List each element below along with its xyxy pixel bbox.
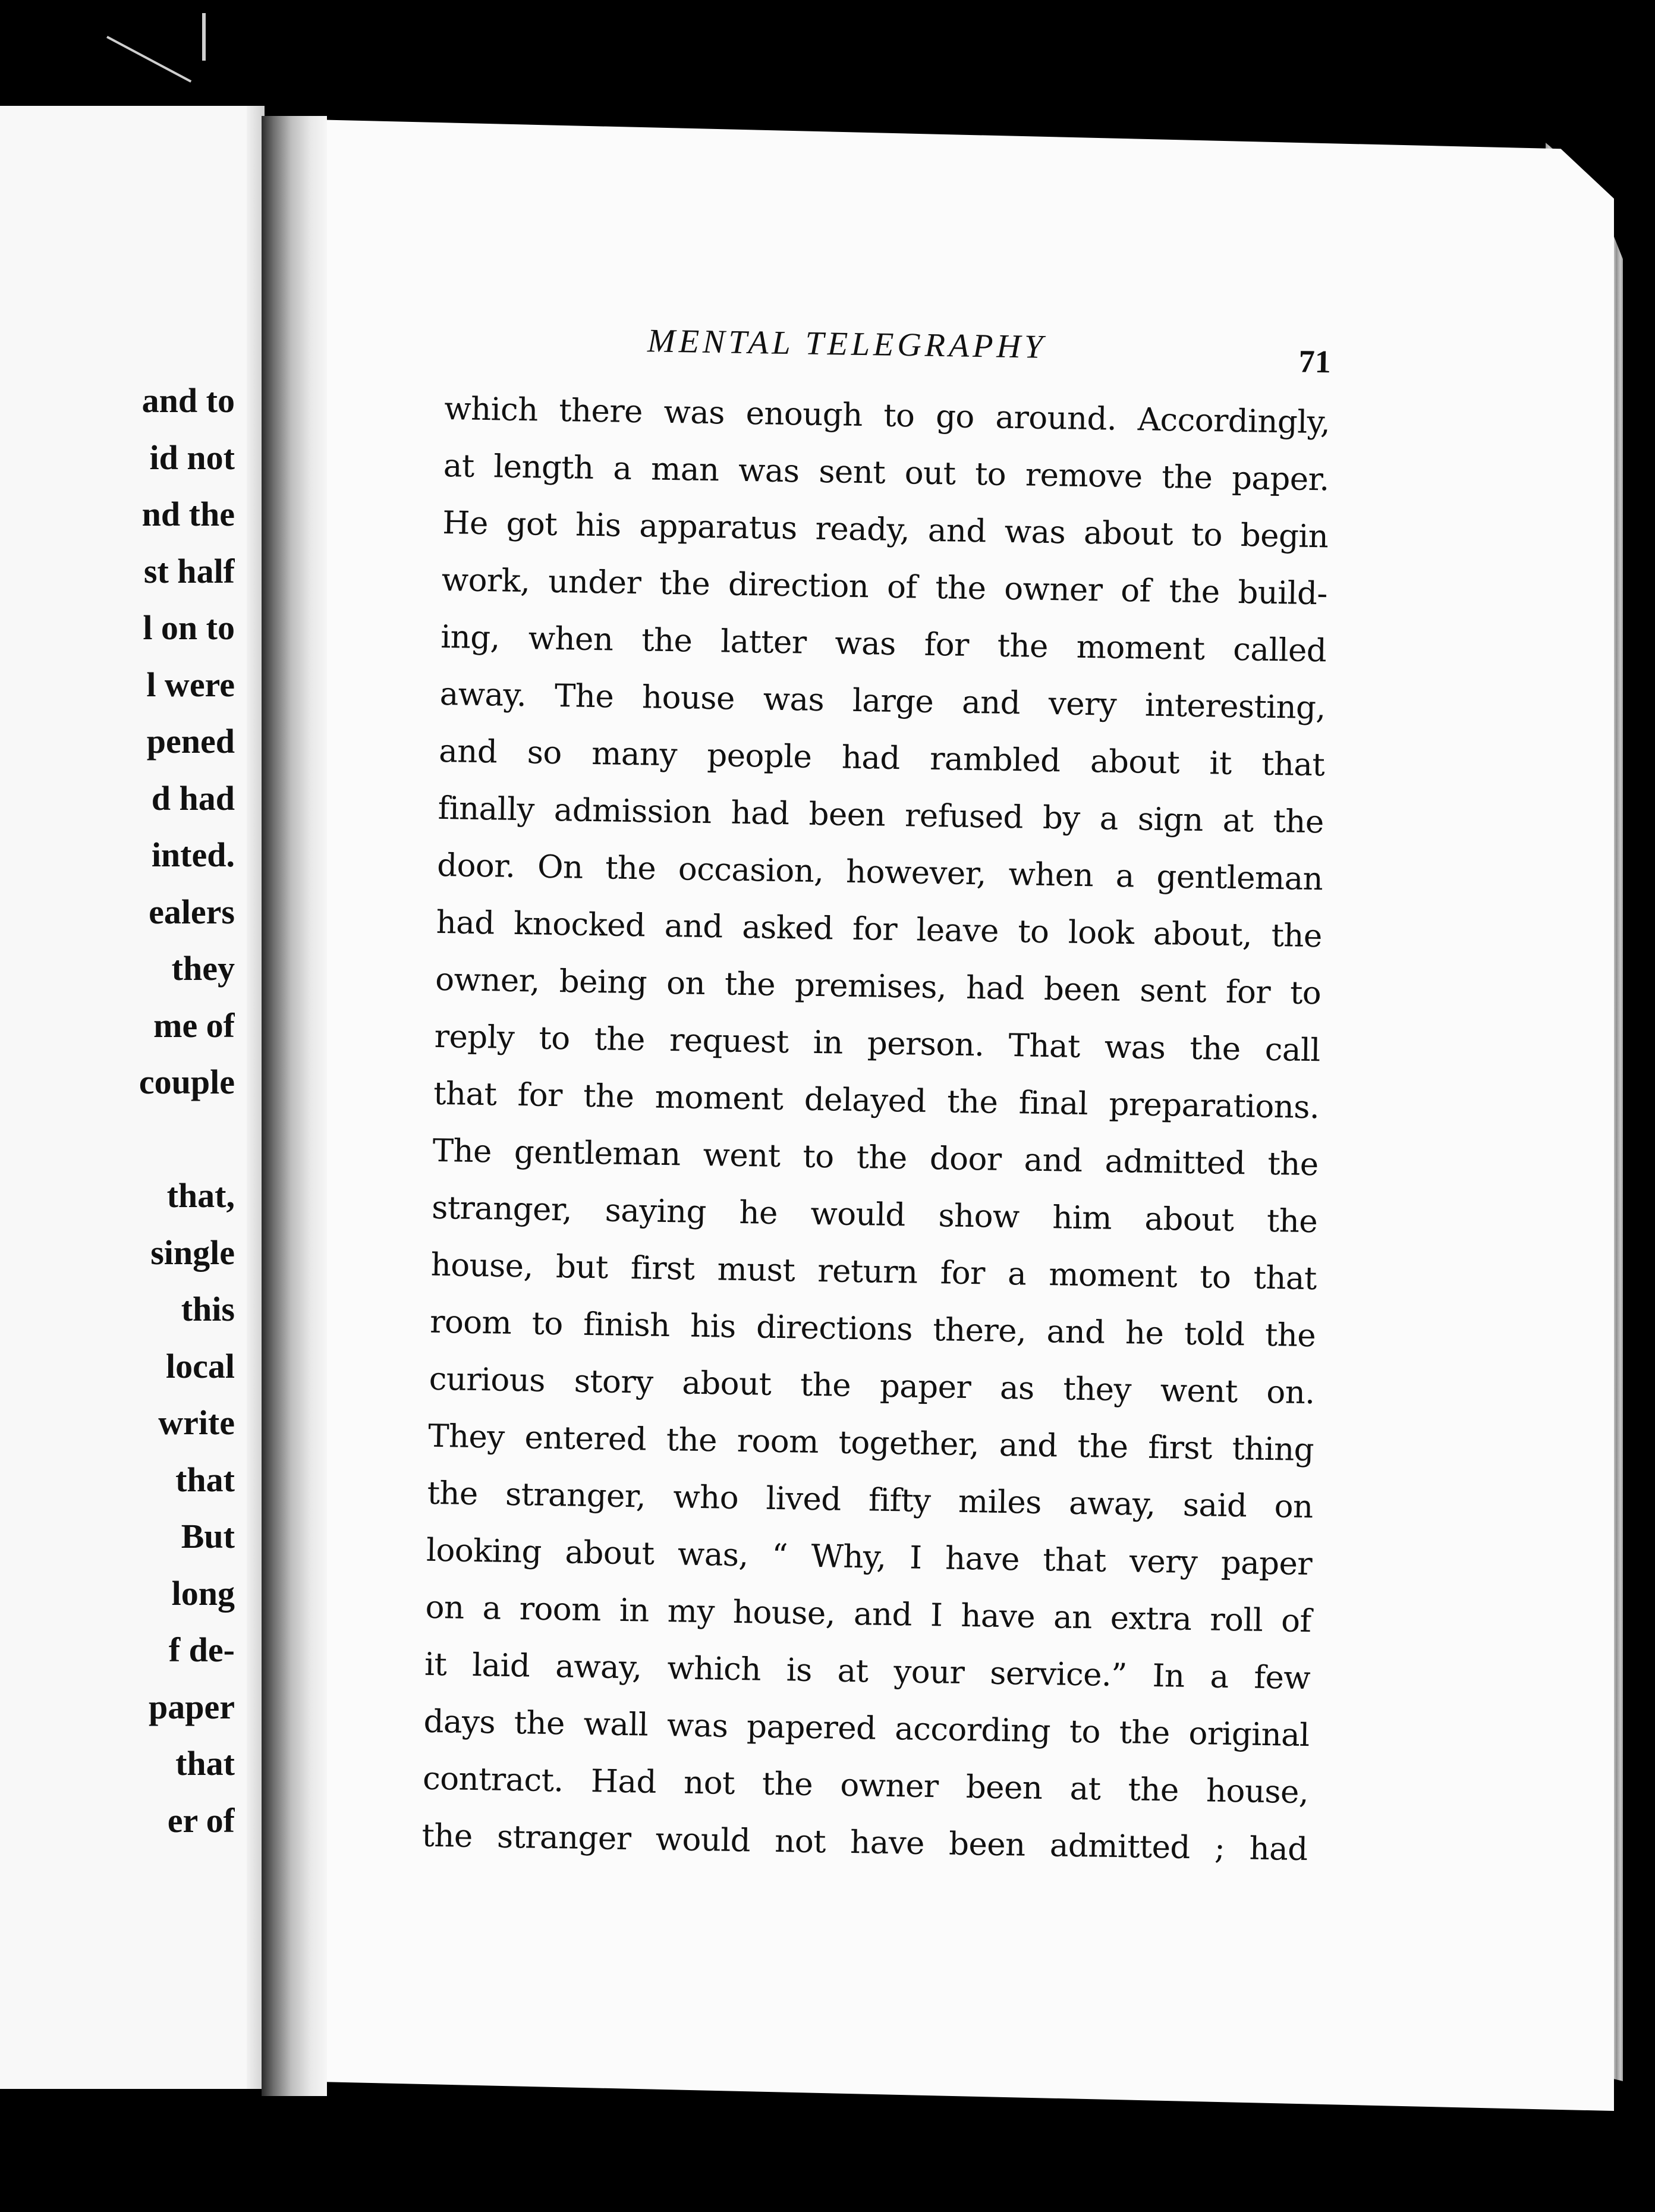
body-line: that for the moment delayed the final preparations. xyxy=(433,1075,1320,1126)
scan-scratch-mark xyxy=(106,36,191,83)
left-line: write xyxy=(158,1403,235,1442)
running-head xyxy=(445,309,1332,394)
book-spine-gutter xyxy=(262,116,327,2096)
body-line: stranger, saying he would show him about the xyxy=(431,1189,1318,1240)
body-line: They entered the room together, and the first thing xyxy=(427,1418,1314,1469)
left-line: l were xyxy=(146,665,235,704)
left-line: f de- xyxy=(168,1630,235,1669)
body-line: reply to the request in person. That was the call xyxy=(434,1018,1321,1069)
body-line: work, under the direction of the owner of the build- xyxy=(441,561,1328,612)
left-line: they xyxy=(171,949,235,988)
body-line: The gentleman went to the door and admitted the xyxy=(432,1132,1319,1183)
left-line: that, xyxy=(166,1176,235,1215)
body-line: ing, when the latter was for the moment called xyxy=(440,618,1327,670)
page-number: 71 xyxy=(1298,343,1332,380)
body-line: on a room in my house, and I have an extra roll of xyxy=(425,1589,1311,1640)
body-line: which there was enough to go around. Accordingly, xyxy=(443,390,1330,441)
right-page-text-block xyxy=(421,309,1332,1878)
left-line: id not xyxy=(149,438,235,477)
left-line: local xyxy=(166,1346,235,1385)
left-line-gap xyxy=(0,1111,235,1168)
body-line: days the wall was papered according to the original xyxy=(423,1703,1310,1754)
body-line: curious story about the paper as they went on. xyxy=(429,1360,1316,1412)
body-text xyxy=(421,381,1330,1878)
left-line: st half xyxy=(143,551,235,590)
left-line: long xyxy=(171,1573,235,1613)
left-line: and to xyxy=(141,381,235,420)
left-line: paper xyxy=(149,1687,235,1726)
body-line: room to finish his directions there, and he told the xyxy=(429,1303,1316,1355)
body-line: looking about was, “ Why, I have that very paper xyxy=(426,1532,1313,1583)
body-line: it laid away, which is at your service.” In a few xyxy=(424,1646,1311,1697)
left-line: that xyxy=(175,1460,235,1499)
body-line: at length a man was sent out to remove the paper. xyxy=(443,447,1330,498)
running-head-title: MENTAL TELEGRAPHY xyxy=(647,322,1047,366)
left-line: nd the xyxy=(141,495,235,533)
left-line: me of xyxy=(153,1006,235,1045)
left-line: this xyxy=(181,1290,235,1328)
left-page xyxy=(0,106,265,2089)
left-line: l on to xyxy=(143,608,235,647)
scan-scratch-mark xyxy=(202,13,206,61)
body-line: contract. Had not the owner been at the house, xyxy=(422,1760,1309,1811)
left-line: d had xyxy=(151,778,235,818)
left-line: single xyxy=(150,1233,235,1272)
left-line: pened xyxy=(146,722,235,761)
body-line: the stranger, who lived fifty miles away, said on xyxy=(427,1475,1314,1526)
left-line: couple xyxy=(139,1063,235,1101)
body-line: had knocked and asked for leave to look about, the xyxy=(436,904,1323,955)
body-line: door. On the occasion, however, when a gentleman xyxy=(436,847,1323,898)
left-line: that xyxy=(175,1744,235,1783)
body-line: house, but first must return for a moment to that xyxy=(430,1246,1317,1297)
left-line: er of xyxy=(167,1801,235,1840)
body-line: He got his apparatus ready, and was about to begin xyxy=(442,504,1329,555)
body-line: and so many people had rambled about it that xyxy=(438,733,1325,784)
left-page-text xyxy=(0,372,235,1849)
left-line: But xyxy=(181,1517,235,1556)
body-line: the stranger would not have been admitted ; had xyxy=(421,1817,1308,1868)
body-line: finally admission had been refused by a sign at the xyxy=(438,790,1324,841)
body-line: away. The house was large and very interesting, xyxy=(439,675,1326,727)
body-line: owner, being on the premises, had been sent for to xyxy=(435,961,1322,1012)
left-line: inted. xyxy=(151,835,235,874)
left-line: ealers xyxy=(149,892,235,931)
